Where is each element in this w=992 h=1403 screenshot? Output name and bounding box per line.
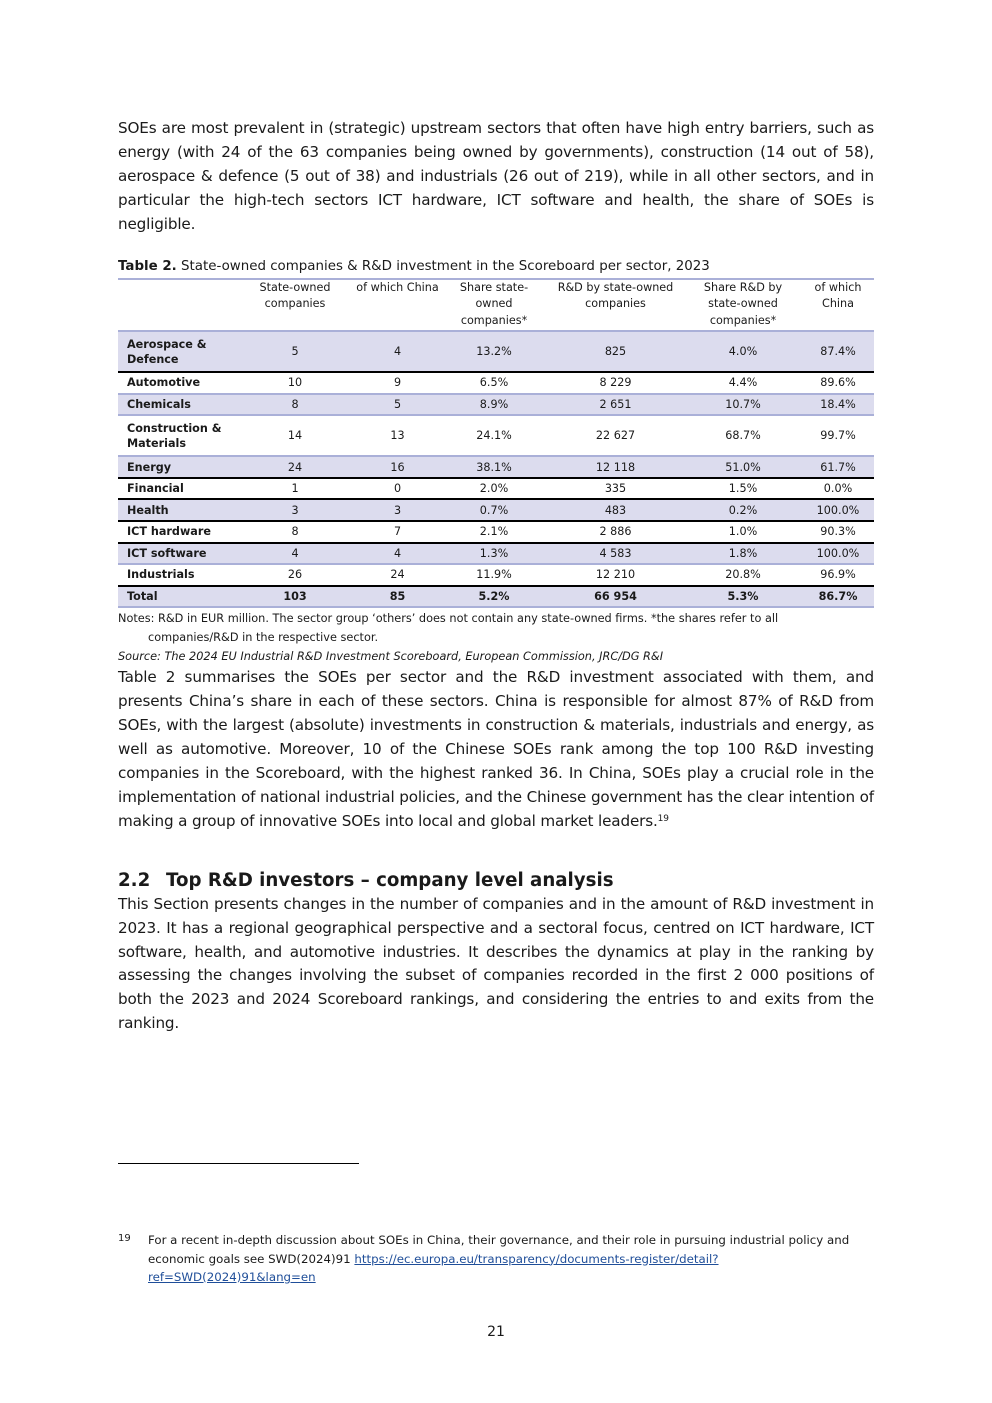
cell-rd: 2 886 [547, 521, 684, 543]
footnote-separator [118, 1163, 359, 1164]
cell-rd: 8 229 [547, 372, 684, 394]
cell-share-rd: 1.8% [684, 543, 802, 565]
paragraph-2 [118, 666, 874, 833]
cell-share-rd: 1.5% [684, 478, 802, 500]
cell-share: 0.7% [441, 499, 547, 521]
page-content [118, 117, 874, 1036]
cell-rd: 66 954 [547, 586, 684, 608]
cell-rd-china: 96.9% [802, 564, 874, 586]
table-header-row [118, 279, 874, 332]
table-row [118, 372, 874, 394]
cell-share: 24.1% [441, 415, 547, 456]
cell-rd: 2 651 [547, 394, 684, 416]
cell-soe: 3 [236, 499, 354, 521]
cell-soe: 14 [236, 415, 354, 456]
cell-rd: 4 583 [547, 543, 684, 565]
cell-rd-china: 87.4% [802, 331, 874, 372]
cell-share-rd: 5.3% [684, 586, 802, 608]
cell-rd-china: 0.0% [802, 478, 874, 500]
cell-soe: 5 [236, 331, 354, 372]
cell-sector: Total [118, 586, 236, 608]
table-notes-line2: companies/R&D in the respective sector. [148, 631, 379, 645]
cell-share-rd: 51.0% [684, 456, 802, 478]
cell-china: 13 [354, 415, 441, 456]
footnote-number: 19 [118, 1233, 131, 1244]
table-row [118, 394, 874, 416]
table-caption-text: State-owned companies & R&D investment in the Scoreboard per sector, 2023 [181, 258, 710, 274]
cell-rd-china: 18.4% [802, 394, 874, 416]
cell-share: 2.1% [441, 521, 547, 543]
cell-share: 6.5% [441, 372, 547, 394]
header-rd-by-state-owned: R&D by state-owned companies [547, 279, 684, 332]
footnote [118, 1231, 874, 1287]
table-caption-label: Table 2. [118, 258, 177, 274]
footnote-ref[interactable]: 19 [657, 813, 669, 824]
cell-soe: 103 [236, 586, 354, 608]
cell-rd: 483 [547, 499, 684, 521]
section-number: 2.2 [118, 869, 151, 891]
cell-china: 24 [354, 564, 441, 586]
cell-share-rd: 4.4% [684, 372, 802, 394]
section-heading [118, 869, 874, 893]
cell-share: 5.2% [441, 586, 547, 608]
cell-rd-china: 61.7% [802, 456, 874, 478]
cell-rd: 12 118 [547, 456, 684, 478]
table-row [118, 478, 874, 500]
cell-china: 9 [354, 372, 441, 394]
header-sector [118, 279, 236, 332]
cell-share: 2.0% [441, 478, 547, 500]
cell-soe: 24 [236, 456, 354, 478]
cell-soe: 4 [236, 543, 354, 565]
cell-soe: 8 [236, 521, 354, 543]
cell-rd-china: 86.7% [802, 586, 874, 608]
cell-share-rd: 0.2% [684, 499, 802, 521]
cell-china: 4 [354, 331, 441, 372]
cell-soe: 1 [236, 478, 354, 500]
cell-sector: Industrials [118, 564, 236, 586]
table-row [118, 543, 874, 565]
table-row [118, 521, 874, 543]
table-caption [118, 258, 874, 276]
table-row [118, 456, 874, 478]
cell-sector: Financial [118, 478, 236, 500]
cell-sector: Automotive [118, 372, 236, 394]
soe-table [118, 278, 874, 609]
cell-sector: Energy [118, 456, 236, 478]
cell-soe: 8 [236, 394, 354, 416]
page-number: 21 [487, 1324, 505, 1340]
header-of-which-china: of which China [354, 279, 441, 332]
cell-china: 3 [354, 499, 441, 521]
table-row [118, 564, 874, 586]
cell-rd: 12 210 [547, 564, 684, 586]
cell-china: 4 [354, 543, 441, 565]
cell-sector: Aerospace & Defence [118, 331, 236, 372]
footnote-link[interactable]: https://ec.europa.eu/transparency/documents-register/detail?ref=SWD(2024)91&lang=en [148, 1251, 719, 1284]
table-notes [118, 609, 874, 647]
cell-sector: Health [118, 499, 236, 521]
table-total-row [118, 586, 874, 608]
cell-sector: ICT software [118, 543, 236, 565]
cell-china: 7 [354, 521, 441, 543]
cell-share-rd: 1.0% [684, 521, 802, 543]
table-row [118, 331, 874, 372]
cell-share-rd: 20.8% [684, 564, 802, 586]
cell-china: 0 [354, 478, 441, 500]
cell-sector: ICT hardware [118, 521, 236, 543]
cell-rd-china: 89.6% [802, 372, 874, 394]
table-row [118, 499, 874, 521]
section-title: Top R&D investors – company level analysis [166, 869, 614, 891]
cell-share: 13.2% [441, 331, 547, 372]
table-row [118, 415, 874, 456]
intro-paragraph: SOEs are most prevalent in (strategic) upstream sectors that often have high entry barriers, such as energy (with 24 of the 63 companies being owned by governments), construction (14 out of 58), aerospace & defence (5 out of 38) and industrials (26 out of 219), while in all other sectors, and in particular the high-tech sectors ICT hardware, ICT software and health, the share of SOEs is negligible. [118, 119, 874, 233]
cell-rd-china: 100.0% [802, 499, 874, 521]
header-share-rd: Share R&D by state-owned companies* [684, 279, 802, 332]
cell-sector: Chemicals [118, 394, 236, 416]
cell-share: 8.9% [441, 394, 547, 416]
cell-rd: 22 627 [547, 415, 684, 456]
cell-china: 16 [354, 456, 441, 478]
cell-rd-china: 100.0% [802, 543, 874, 565]
cell-share-rd: 10.7% [684, 394, 802, 416]
header-rd-of-which-china: of which China [802, 279, 874, 332]
cell-rd-china: 99.7% [802, 415, 874, 456]
header-state-owned: State-owned companies [236, 279, 354, 332]
cell-soe: 10 [236, 372, 354, 394]
cell-rd: 825 [547, 331, 684, 372]
table-notes-line1: Notes: R&D in EUR million. The sector group ‘others’ does not contain any state-owned firms. *the shares refer to all [118, 612, 779, 626]
paragraph-2-text: Table 2 summarises the SOEs per sector and the R&D investment associated with them, and presents China’s share in each of these sectors. China is responsible for almost 87% of R&D from SOEs, with the largest (absolute) investments in construction & materials, industrials and energy, as well as automotive. Moreover, 10 of the Chinese SOEs rank among the top 100 R&D investing companies in the Scoreboard, with the highest ranked 36. In China, SOEs play a crucial role in the implementation of national industrial policies, and the Chinese government has the clear intention of making a group of innovative SOEs into local and global market leaders. [118, 668, 874, 830]
cell-share: 38.1% [441, 456, 547, 478]
cell-china: 85 [354, 586, 441, 608]
paragraph-3: This Section presents changes in the number of companies and in the amount of R&D investment in 2023. It has a regional geographical perspective and a sectoral focus, centred on ICT hardware, ICT software, health, and automotive industries. It describes the dynamics at play in the ranking by assessing the changes involving the subset of companies recorded in the first 2 000 positions of both the 2023 and 2024 Scoreboard rankings, and considering the entries to and exits from the ranking. [118, 894, 874, 1033]
cell-share-rd: 68.7% [684, 415, 802, 456]
cell-share: 11.9% [441, 564, 547, 586]
cell-sector: Construction & Materials [118, 415, 236, 456]
footnote-text: For a recent in-depth discussion about SOEs in China, their governance, and their role in pursuing industrial policy and economic goals see SWD(2024)91 [148, 1233, 850, 1266]
cell-soe: 26 [236, 564, 354, 586]
cell-rd-china: 90.3% [802, 521, 874, 543]
table-source: Source: The 2024 EU Industrial R&D Investment Scoreboard, European Commission, JRC/DG R&I [118, 650, 664, 664]
cell-rd: 335 [547, 478, 684, 500]
cell-share-rd: 4.0% [684, 331, 802, 372]
cell-share: 1.3% [441, 543, 547, 565]
footnote-body [148, 1231, 874, 1287]
header-share-state-owned: Share state-owned companies* [441, 279, 547, 332]
cell-china: 5 [354, 394, 441, 416]
